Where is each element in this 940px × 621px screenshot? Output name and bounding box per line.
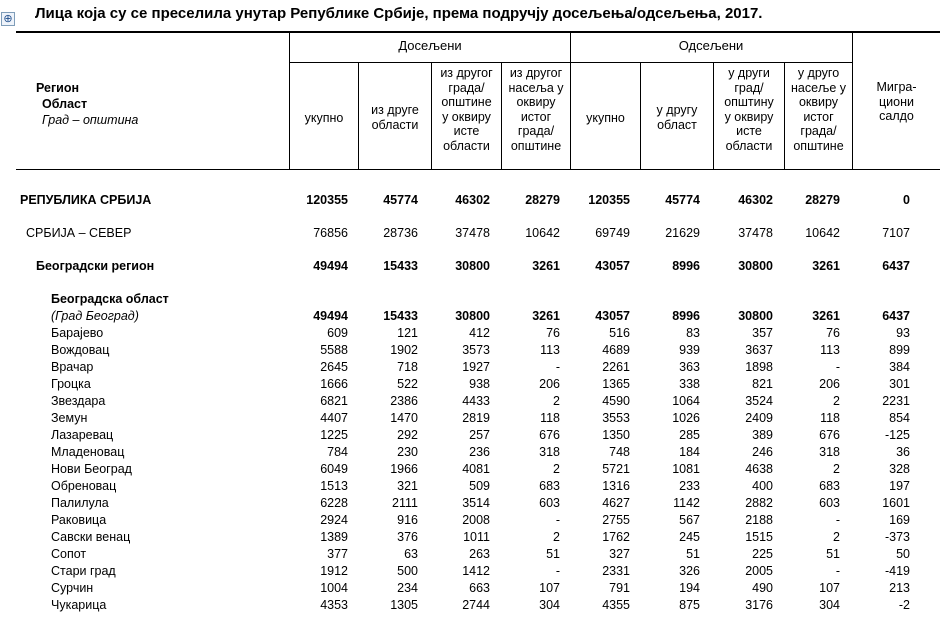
cell-value: 2: [833, 462, 840, 476]
cell-value: 213: [889, 581, 910, 595]
cell-value: 285: [679, 428, 700, 442]
cell-value: 2231: [882, 394, 910, 408]
cell-value: 1011: [463, 530, 490, 544]
cell-value: 1225: [320, 428, 348, 442]
col-header-in-other-city: из другог града/ општине у оквиру исте области: [440, 66, 493, 153]
cell-value: 327: [609, 547, 630, 561]
cell-value: 3261: [812, 309, 840, 323]
cell-value: 5721: [602, 462, 630, 476]
cell-value: 118: [540, 411, 560, 425]
cell-value: 4590: [602, 394, 630, 408]
cell-value: -419: [884, 564, 910, 578]
cell-value: 318: [819, 445, 840, 459]
cell-value: 121: [397, 326, 418, 340]
cell-value: 2645: [320, 360, 348, 374]
cell-value: 854: [889, 411, 910, 425]
cell-value: -: [555, 513, 560, 527]
cell-value: 318: [539, 445, 560, 459]
cell-value: 683: [819, 479, 840, 493]
table-row: [0, 291, 940, 308]
cell-value: 2882: [745, 496, 773, 510]
cell-value: 2924: [320, 513, 348, 527]
cell-value: 43057: [595, 259, 630, 273]
cell-value: -: [835, 513, 840, 527]
cell-value: -: [835, 564, 840, 578]
cell-value: 748: [609, 445, 630, 459]
table-row: [0, 597, 940, 614]
cell-value: 50: [896, 547, 910, 561]
cell-value: 194: [679, 581, 700, 595]
cell-value: 51: [686, 547, 700, 561]
row-label: Вождовац: [51, 343, 110, 357]
cell-value: 363: [679, 360, 700, 374]
row-label: Раковица: [51, 513, 107, 527]
cell-value: 304: [539, 598, 560, 612]
cell-value: 2409: [745, 411, 773, 425]
cell-value: 490: [752, 581, 773, 595]
table-row: [0, 225, 940, 242]
table-row: [0, 192, 940, 209]
cell-value: 1927: [462, 360, 490, 374]
cell-value: 6049: [320, 462, 348, 476]
cell-value: 3637: [745, 343, 773, 357]
cell-value: 1515: [745, 530, 773, 544]
table-row: [0, 478, 940, 495]
cell-value: 1902: [390, 343, 418, 357]
cell-value: 2008: [462, 513, 490, 527]
cell-value: 107: [819, 581, 840, 595]
cell-value: 83: [686, 326, 700, 340]
cell-value: 2819: [462, 411, 490, 425]
cell-value: 37478: [455, 226, 490, 240]
cell-value: 2: [553, 462, 560, 476]
cell-value: 245: [679, 530, 700, 544]
cell-value: 49494: [313, 309, 348, 323]
header-divider: [570, 32, 571, 169]
cell-value: 1898: [745, 360, 773, 374]
cell-value: 4638: [745, 462, 773, 476]
cell-value: 509: [469, 479, 490, 493]
cell-value: 1912: [320, 564, 348, 578]
table-row: [0, 563, 940, 580]
cell-value: 36: [896, 445, 910, 459]
cell-value: 683: [539, 479, 560, 493]
row-label: (Град Београд): [51, 309, 139, 323]
cell-value: 21629: [665, 226, 700, 240]
cell-value: 2: [553, 394, 560, 408]
region-header-line-2: Област: [42, 97, 88, 111]
row-label: Барајево: [51, 326, 104, 340]
cell-value: 107: [539, 581, 560, 595]
cell-value: 1966: [390, 462, 418, 476]
cell-value: 2755: [602, 513, 630, 527]
group-header-immigrated: Досељени: [398, 38, 462, 53]
cell-value: 603: [539, 496, 560, 510]
table-row: [0, 308, 940, 325]
cell-value: 76: [826, 326, 840, 340]
cell-value: 76856: [313, 226, 348, 240]
cell-value: 7107: [882, 226, 910, 240]
cell-value: 412: [469, 326, 490, 340]
cell-value: 10642: [525, 226, 560, 240]
cell-value: 4407: [320, 411, 348, 425]
table-row: [0, 546, 940, 563]
cell-value: 5588: [320, 343, 348, 357]
cell-value: 246: [752, 445, 773, 459]
cell-value: 1316: [602, 479, 630, 493]
cell-value: 4353: [320, 598, 348, 612]
cell-value: 3514: [462, 496, 490, 510]
cell-value: 326: [679, 564, 700, 578]
cell-value: -2: [898, 598, 910, 612]
table-row: [0, 410, 940, 427]
cell-value: 338: [679, 377, 700, 391]
cell-value: 6437: [882, 259, 910, 273]
row-label: Нови Београд: [51, 462, 132, 476]
cell-value: 30800: [455, 309, 490, 323]
cell-value: 169: [889, 513, 910, 527]
cell-value: 2188: [745, 513, 773, 527]
cell-value: 2386: [390, 394, 418, 408]
cell-value: 49494: [313, 259, 348, 273]
cell-value: 15433: [383, 259, 418, 273]
cell-value: 0: [903, 193, 910, 207]
cell-value: 28279: [525, 193, 560, 207]
region-header-line-3: Град – општина: [42, 113, 139, 127]
cell-value: 939: [679, 343, 700, 357]
cell-value: 2005: [745, 564, 773, 578]
col-header-out-other-city: у други град/ општину у оквиру исте области: [724, 66, 774, 153]
cell-value: 51: [826, 547, 840, 561]
cell-value: 3573: [462, 343, 490, 357]
row-label: РЕПУБЛИКА СРБИЈА: [20, 193, 152, 207]
table-row: [0, 359, 940, 376]
cell-value: 1365: [602, 377, 630, 391]
cell-value: 1064: [672, 394, 700, 408]
table-title: Лица која су се преселила унутар Републике Србије, према подручју досељења/одсељења, 2017.: [35, 5, 763, 22]
cell-value: 916: [397, 513, 418, 527]
cell-value: 676: [819, 428, 840, 442]
cell-value: 230: [397, 445, 418, 459]
cell-value: 3176: [745, 598, 773, 612]
cell-value: 76: [546, 326, 560, 340]
cell-value: 676: [539, 428, 560, 442]
cell-value: -125: [884, 428, 910, 442]
col-header-in-other-settlement: из другог насеља у оквиру истог града/ општине: [508, 66, 564, 153]
cell-value: -: [555, 360, 560, 374]
cell-value: 1004: [320, 581, 348, 595]
cell-value: 4355: [602, 598, 630, 612]
cell-value: 328: [889, 462, 910, 476]
cell-value: 263: [469, 547, 490, 561]
row-label: Звездара: [51, 394, 106, 408]
cell-value: 236: [469, 445, 490, 459]
row-label: Палилула: [51, 496, 109, 510]
cell-value: 197: [889, 479, 910, 493]
cell-value: 784: [327, 445, 348, 459]
table-row: [0, 461, 940, 478]
cell-value: 1026: [672, 411, 700, 425]
cell-value: 663: [469, 581, 490, 595]
cell-value: 30800: [738, 309, 773, 323]
cell-value: 45774: [383, 193, 418, 207]
cell-value: 51: [546, 547, 560, 561]
cell-value: 1389: [320, 530, 348, 544]
cell-value: 1470: [390, 411, 418, 425]
cell-value: 1513: [320, 479, 348, 493]
cell-value: -373: [884, 530, 910, 544]
table-row: [0, 376, 940, 393]
col-header-out-other-settlement: у друго насеље у оквиру истог града/ општине: [790, 66, 847, 153]
cell-value: 384: [889, 360, 910, 374]
cell-value: 357: [752, 326, 773, 340]
cell-value: 2331: [602, 564, 630, 578]
cell-value: 15433: [383, 309, 418, 323]
cell-value: 225: [752, 547, 773, 561]
row-label: Гроцка: [51, 377, 91, 391]
cell-value: 4081: [462, 462, 490, 476]
cell-value: 37478: [738, 226, 773, 240]
row-label: Лазаревац: [51, 428, 114, 442]
cell-value: 113: [820, 343, 840, 357]
cell-value: 233: [679, 479, 700, 493]
row-label: Стари град: [51, 564, 116, 578]
cell-value: 6437: [882, 309, 910, 323]
cell-value: 8996: [672, 309, 700, 323]
cell-value: 4433: [462, 394, 490, 408]
cell-value: 1305: [390, 598, 418, 612]
cell-value: 3524: [745, 394, 773, 408]
cell-value: 46302: [455, 193, 490, 207]
table-top-border: [16, 31, 940, 33]
cell-value: 2: [833, 530, 840, 544]
cell-value: 63: [404, 547, 418, 561]
cell-value: 500: [397, 564, 418, 578]
col-header-out-total: укупно: [586, 111, 625, 125]
cell-value: 377: [327, 547, 348, 561]
cell-value: 43057: [595, 309, 630, 323]
cell-value: 6821: [320, 394, 348, 408]
cell-value: -: [835, 360, 840, 374]
cell-value: 234: [397, 581, 418, 595]
cell-value: 8996: [672, 259, 700, 273]
table-row: [0, 393, 940, 410]
cell-value: 1081: [672, 462, 700, 476]
row-label: СРБИЈА – СЕВЕР: [26, 226, 132, 240]
cell-value: 718: [397, 360, 418, 374]
cell-value: 1412: [462, 564, 490, 578]
group-header-emigrated: Одсељени: [678, 38, 744, 53]
cell-value: 292: [397, 428, 418, 442]
cell-value: 257: [469, 428, 490, 442]
cell-value: 206: [539, 377, 560, 391]
cell-value: 1666: [320, 377, 348, 391]
row-label: Младеновац: [51, 445, 125, 459]
col-header-migration-balance: Мигра- циони салдо: [876, 80, 917, 123]
cell-value: 206: [819, 377, 840, 391]
region-column-header: [36, 80, 138, 128]
table-row: [0, 512, 940, 529]
cell-value: 3261: [532, 309, 560, 323]
table-row: [0, 342, 940, 359]
cell-value: 69749: [595, 226, 630, 240]
col-header-in-total: укупно: [304, 111, 344, 125]
cell-value: 113: [540, 343, 560, 357]
cell-value: 603: [819, 496, 840, 510]
col-header-in-other-area: из друге области: [371, 103, 419, 132]
cell-value: 516: [609, 326, 630, 340]
cell-value: 1762: [602, 530, 630, 544]
col-header-out-other-area: у другу област: [656, 103, 698, 132]
table-row: [0, 427, 940, 444]
cell-value: 3261: [532, 259, 560, 273]
row-label: Чукарица: [51, 598, 107, 612]
cell-value: 120355: [306, 193, 348, 207]
cell-value: 938: [469, 377, 490, 391]
header-bottom-border: [16, 169, 940, 170]
table-row: [0, 258, 940, 275]
cell-value: 821: [752, 377, 773, 391]
cell-value: 28736: [383, 226, 418, 240]
cell-value: 321: [397, 479, 418, 493]
cell-value: 1601: [882, 496, 910, 510]
cell-value: 522: [397, 377, 418, 391]
region-header-line-1: Регион: [36, 81, 80, 95]
row-label: Обреновац: [51, 479, 117, 493]
cell-value: 301: [889, 377, 910, 391]
row-label: Савски венац: [51, 530, 131, 544]
row-label: Сурчин: [51, 581, 94, 595]
cell-value: 6228: [320, 496, 348, 510]
cell-value: 46302: [738, 193, 773, 207]
cell-value: 2261: [602, 360, 630, 374]
cell-value: 10642: [805, 226, 840, 240]
cell-value: 1142: [673, 496, 700, 510]
row-label: Београдски регион: [36, 259, 155, 273]
cell-value: 120355: [588, 193, 630, 207]
cell-value: 2111: [392, 496, 418, 510]
cell-value: 45774: [665, 193, 700, 207]
table-row: [0, 495, 940, 512]
cell-value: 1350: [602, 428, 630, 442]
cell-value: 3553: [602, 411, 630, 425]
cell-value: 791: [609, 581, 630, 595]
cell-value: 2: [553, 530, 560, 544]
group-header-underline: [289, 62, 852, 63]
cell-value: 376: [397, 530, 418, 544]
cell-value: 609: [327, 326, 348, 340]
table-row: [0, 444, 940, 461]
cell-value: 30800: [455, 259, 490, 273]
cell-value: 875: [679, 598, 700, 612]
cell-value: 567: [679, 513, 700, 527]
row-label: Београдска област: [51, 292, 169, 306]
cell-value: 118: [820, 411, 840, 425]
cell-value: 304: [819, 598, 840, 612]
row-label: Земун: [51, 411, 88, 425]
table-row: [0, 580, 940, 597]
row-label: Врачар: [51, 360, 94, 374]
row-label: Сопот: [51, 547, 87, 561]
cell-value: 30800: [738, 259, 773, 273]
header-divider: [289, 32, 290, 169]
cell-value: 4627: [602, 496, 630, 510]
cell-value: 400: [752, 479, 773, 493]
move-anchor-icon[interactable]: ⊕: [1, 12, 15, 26]
cell-value: 93: [896, 326, 910, 340]
cell-value: 184: [679, 445, 700, 459]
cell-value: 899: [889, 343, 910, 357]
cell-value: 389: [752, 428, 773, 442]
cell-value: 2: [833, 394, 840, 408]
cell-value: 2744: [462, 598, 490, 612]
cell-value: 3261: [812, 259, 840, 273]
table-row: [0, 325, 940, 342]
table-row: [0, 529, 940, 546]
cell-value: 28279: [805, 193, 840, 207]
cell-value: 4689: [602, 343, 630, 357]
cell-value: -: [555, 564, 560, 578]
